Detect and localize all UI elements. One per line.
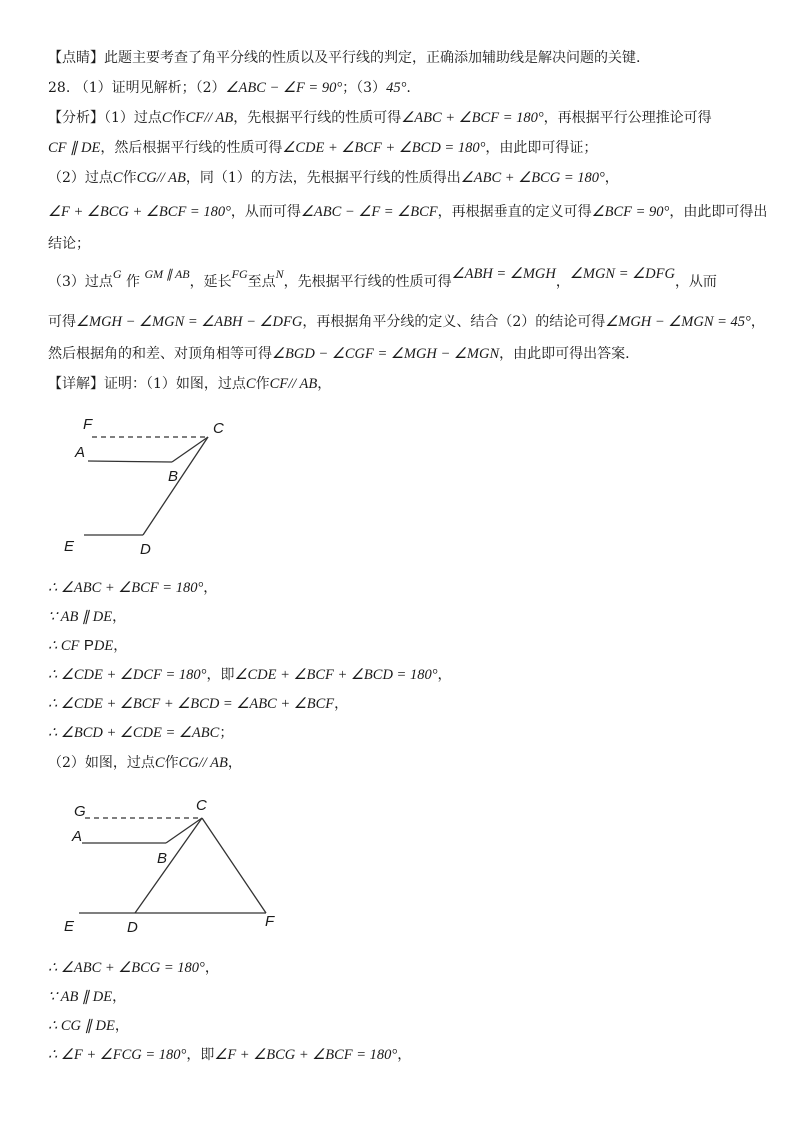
formula: 45°	[386, 80, 407, 96]
segment-bc	[172, 437, 208, 462]
text: ，	[114, 1018, 129, 1034]
label-g: G	[74, 803, 86, 820]
text: ，即	[186, 1047, 215, 1063]
text: ，同（1）的方法，先根据平行线的性质得出	[185, 170, 461, 186]
formula: ∵ AB ∥ DE	[48, 609, 113, 625]
text: ，由此即可得出	[669, 204, 768, 220]
formula: C	[245, 376, 256, 392]
formula: N	[275, 267, 284, 281]
formula: ∴ ∠CDE + ∠BCF + ∠BCD = ∠ABC + ∠BCF	[48, 696, 335, 712]
label-c: C	[196, 797, 207, 814]
proof-2-step-3	[48, 1016, 129, 1036]
formula: G	[112, 267, 122, 281]
text: ，然后根据平行线的性质可得	[100, 140, 283, 156]
formula: ∠MGH − ∠MGN = 45°	[605, 314, 751, 330]
analysis-line-3	[48, 168, 619, 188]
text: .	[406, 80, 411, 96]
formula: ∴ ∠ABC + ∠BCF = 180°	[48, 580, 204, 596]
text: 【点睛】此题主要考查了角平分线的性质以及平行线的判定，正确添加辅助线是解决问题的关键.	[48, 50, 641, 66]
text: ，从而可得	[230, 204, 301, 220]
text: ，从而	[674, 274, 717, 290]
text: ，延长	[189, 274, 232, 290]
text: ，	[397, 1047, 412, 1063]
formula: CF// AB	[269, 376, 318, 392]
formula: FG	[231, 267, 248, 281]
analysis-line-1	[48, 108, 712, 128]
proof-1-step-3	[48, 636, 127, 656]
formula: ∠CDE + ∠BCF + ∠BCD = 180°	[282, 140, 486, 156]
text: （2）过点	[48, 170, 113, 186]
formula: ∴ ∠CDE + ∠DCF = 180°	[48, 667, 207, 683]
formula: ∠BGD − ∠CGF = ∠MGH − ∠MGN	[272, 346, 500, 362]
proof-1-step-4	[48, 665, 452, 685]
text: ，	[227, 755, 242, 771]
text: ，	[437, 667, 452, 683]
text: ，即	[206, 667, 235, 683]
text: 28. （1）证明见解析；（2）	[48, 80, 226, 96]
label-d: D	[140, 541, 151, 558]
label-e: E	[64, 538, 75, 555]
text: ，再根据平行公理推论可得	[543, 110, 712, 126]
text: ，	[112, 609, 127, 625]
label-d: D	[127, 919, 138, 936]
text: ；（3）	[342, 80, 387, 96]
text: （2）如图，过点	[48, 755, 155, 771]
text: ，	[604, 170, 619, 186]
formula: ∴ ∠F + ∠FCG = 180°	[48, 1047, 187, 1063]
formula: ∴ ∠BCD + ∠CDE = ∠ABC	[48, 725, 220, 741]
part-2-heading	[48, 753, 242, 773]
text: ，再根据角平分线的定义、结合（2）的结论可得	[302, 314, 606, 330]
text: 作	[122, 170, 137, 186]
detail-heading	[48, 374, 331, 394]
analysis-line-7	[48, 312, 765, 332]
text: ，先根据平行线的性质可得	[233, 110, 402, 126]
text: ，	[555, 274, 570, 290]
label-b: B	[157, 850, 168, 867]
proof-1-step-5	[48, 694, 348, 714]
analysis-line-2	[48, 138, 597, 158]
formula: ∠MGH − ∠MGN = ∠ABH − ∠DFG	[76, 314, 303, 330]
proof-2-step-2	[48, 987, 126, 1007]
text: 作	[126, 274, 141, 290]
text: 至点	[247, 274, 276, 290]
formula: ∠ABC + ∠BCG = 180°	[460, 170, 605, 186]
label-a: A	[75, 444, 86, 461]
formula: C	[154, 755, 165, 771]
segment-bc	[166, 818, 202, 843]
proof-1-step-1	[48, 578, 217, 598]
text: ，	[750, 314, 765, 330]
formula: ∠ABH = ∠MGH	[451, 266, 556, 282]
formula: ∠ABC − ∠F = 90°	[225, 80, 343, 96]
text: 【详解】证明：（1）如图，过点	[48, 376, 246, 392]
text: ；	[219, 725, 234, 741]
figure-1	[0, 400, 300, 570]
formula: CF// AB	[185, 110, 234, 126]
text: ，	[317, 376, 332, 392]
label-e: E	[64, 918, 75, 935]
formula: ∴ ∠ABC + ∠BCG = 180°	[48, 960, 205, 976]
formula: GM ∥ AB	[144, 267, 190, 281]
text: ，	[203, 580, 218, 596]
formula: CF ∥ DE	[48, 140, 101, 156]
text: ，	[113, 638, 128, 654]
formula: DE	[93, 638, 114, 654]
proof-1-step-2	[48, 607, 126, 627]
text: 作	[255, 376, 270, 392]
analysis-line-5	[48, 234, 90, 254]
analysis-line-8	[48, 344, 630, 364]
segment-cd	[143, 437, 208, 535]
text: 作	[164, 755, 179, 771]
answer-line	[48, 78, 411, 98]
figure-2	[0, 785, 320, 950]
formula: CG// AB	[178, 755, 228, 771]
formula: ∠ABC − ∠F = ∠BCF	[300, 204, 438, 220]
formula: ∠ABC + ∠BCF = 180°	[401, 110, 544, 126]
proof-2-step-1	[48, 958, 219, 978]
label-f: F	[83, 416, 93, 433]
text: 【分析】（1）过点	[48, 110, 162, 126]
formula: ∠F + ∠BCG + ∠BCF = 180°	[214, 1047, 398, 1063]
text: 作	[171, 110, 186, 126]
formula: ∴ CG ∥ DE	[48, 1018, 115, 1034]
analysis-line-6	[48, 266, 717, 292]
proof-1-step-6	[48, 723, 233, 743]
label-b: B	[168, 468, 179, 485]
proof-2-step-4	[48, 1045, 411, 1065]
text: ，	[112, 989, 127, 1005]
text: 结论；	[48, 236, 90, 252]
formula: C	[112, 170, 123, 186]
text: ，由此即可得出答案.	[499, 346, 630, 362]
symbol: P	[83, 637, 94, 654]
formula: ∠CDE + ∠BCF + ∠BCD = 180°	[234, 667, 438, 683]
text: 可得	[48, 314, 76, 330]
text: ，	[334, 696, 349, 712]
formula: ∵ AB ∥ DE	[48, 989, 113, 1005]
formula: ∴ CF	[48, 638, 80, 654]
text: ，	[204, 960, 219, 976]
segment-cf	[202, 818, 266, 913]
text: （3）过点	[48, 274, 113, 290]
text: ，再根据垂直的定义可得	[437, 204, 592, 220]
comment-line	[48, 48, 640, 68]
label-a: A	[72, 828, 83, 845]
formula: CG// AB	[136, 170, 186, 186]
label-c: C	[213, 420, 224, 437]
text: ，由此即可得证；	[485, 140, 598, 156]
segment-ab	[88, 461, 172, 462]
formula: ∠MGN = ∠DFG	[569, 266, 675, 282]
formula: C	[161, 110, 172, 126]
text: 然后根据角的和差、对顶角相等可得	[48, 346, 272, 362]
formula: ∠F + ∠BCG + ∠BCF = 180°	[48, 204, 231, 220]
analysis-line-4	[48, 202, 767, 222]
formula: ∠BCF = 90°	[591, 204, 670, 220]
segment-cd	[135, 818, 202, 913]
text: ，先根据平行线的性质可得	[283, 274, 452, 290]
label-f: F	[265, 913, 275, 930]
